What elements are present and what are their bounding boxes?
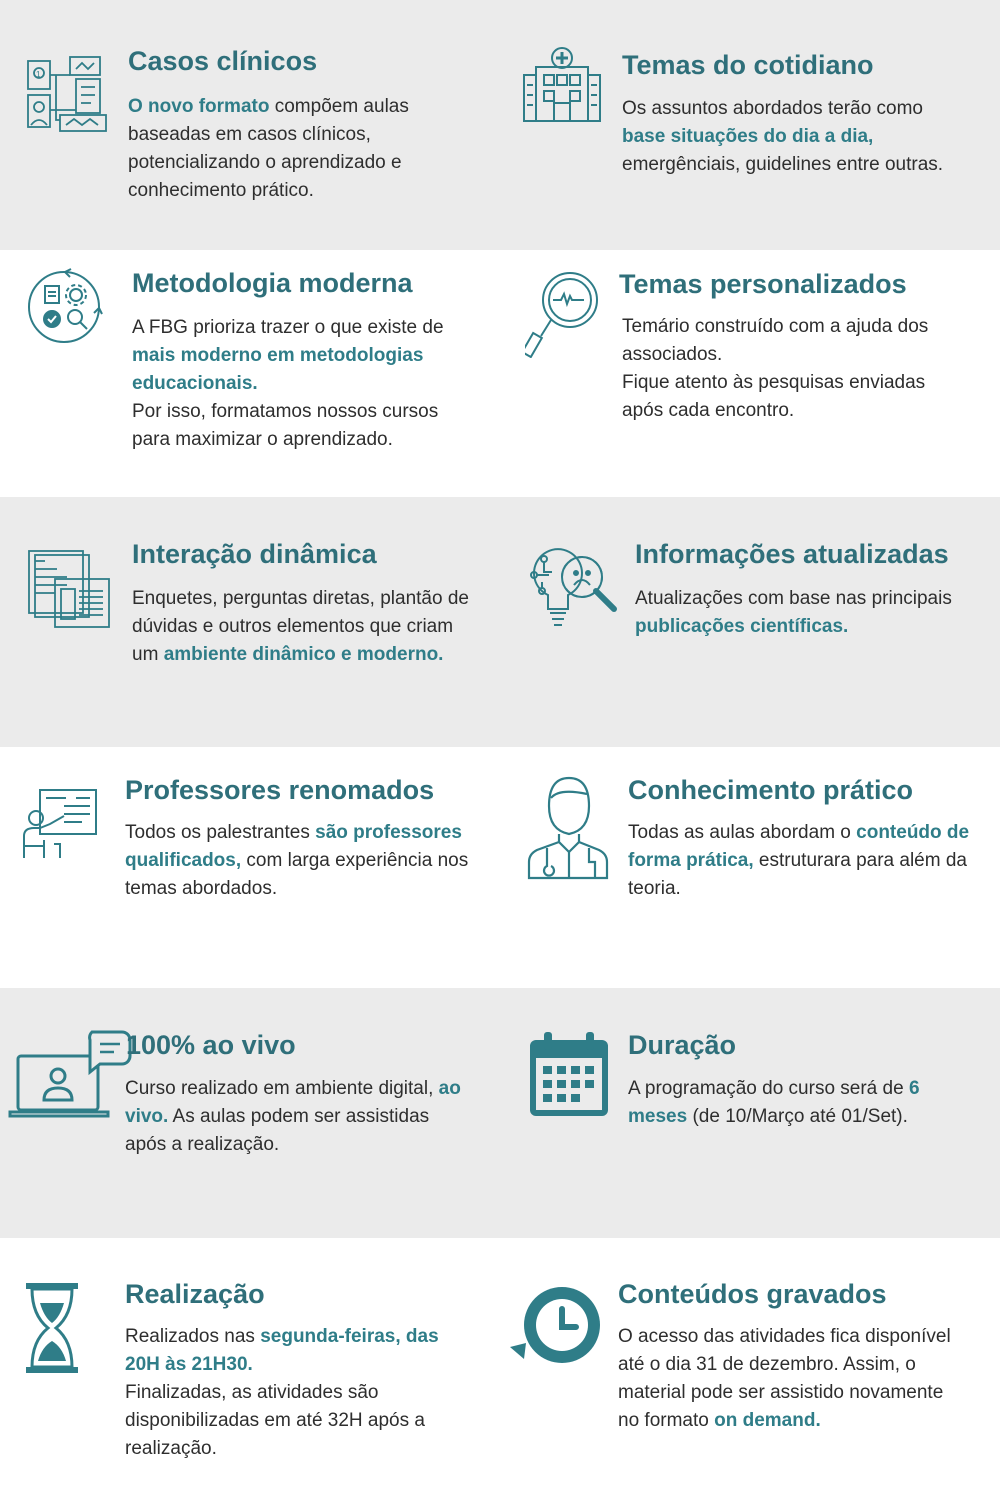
highlight-text: mais moderno em metodologias educacionais. xyxy=(132,345,424,394)
body-text: emergênciais, guidelines entre outras. xyxy=(622,154,944,175)
body-text: Os assuntos abordados terão como xyxy=(622,98,924,119)
clock-replay-icon xyxy=(508,1283,606,1369)
hospital-icon xyxy=(522,45,602,123)
highlight-text: base situações do dia a dia, xyxy=(622,126,874,147)
card-title: Realização xyxy=(125,1279,265,1309)
body-text: com larga experiência nos temas abordados. xyxy=(125,850,469,899)
card-title: Metodologia moderna xyxy=(132,268,413,298)
calendar-icon xyxy=(528,1030,610,1118)
clinical-cases-icon xyxy=(26,55,108,135)
body-text: Enquetes, perguntas diretas, plantão de dúvidas e outros elementos que criam um xyxy=(132,588,469,665)
card-body xyxy=(628,1075,973,1131)
card-title: Conteúdos gravados xyxy=(618,1279,887,1309)
highlight-text: O novo formato xyxy=(128,96,270,117)
hourglass-icon xyxy=(26,1283,78,1373)
card-title: Professores renomados xyxy=(125,775,435,805)
body-text: (de 10/Março até 01/Set). xyxy=(687,1106,908,1127)
card-body xyxy=(132,585,477,669)
body-text: estruturara para além da teoria. xyxy=(628,850,967,899)
highlight-text: 6 meses xyxy=(628,1078,920,1127)
card-title: Duração xyxy=(628,1030,737,1060)
body-text: Atualizações com base nas principais xyxy=(635,588,952,609)
highlight-text: ambiente dinâmico e moderno. xyxy=(163,644,444,665)
card-title: Temas personalizados xyxy=(619,269,907,299)
body-text: Fique atento às pesquisas enviadas após cada encontro. xyxy=(622,372,926,421)
documents-icon xyxy=(27,549,111,631)
card-body xyxy=(128,93,473,205)
magnifier-pulse-icon xyxy=(525,270,605,358)
body-text: As aulas podem ser assistidas após a realização. xyxy=(125,1106,430,1155)
body-text: Curso realizado em ambiente digital, xyxy=(125,1078,439,1099)
card-title: Informações atualizadas xyxy=(635,539,949,569)
card-body xyxy=(125,819,470,903)
body-text: Finalizadas, as atividades são disponibilizadas em até 32H após a realização. xyxy=(125,1382,425,1459)
research-bulb-icon xyxy=(524,545,624,635)
highlight-text: on demand. xyxy=(714,1410,821,1431)
methodology-cycle-icon xyxy=(25,268,103,346)
doctor-icon xyxy=(527,776,609,880)
body-text: compõem aulas baseadas em casos clínicos, potencializando o aprendizado e conhecimento prático. xyxy=(128,96,409,201)
card-body xyxy=(622,313,967,425)
highlight-text: publicações científicas. xyxy=(635,616,849,637)
body-text: A FBG prioriza trazer o que existe de xyxy=(132,317,444,338)
live-laptop-icon xyxy=(8,1030,134,1122)
body-text: Todas as aulas abordam o xyxy=(628,822,857,843)
card-title: Interação dinâmica xyxy=(132,539,377,569)
body-text: Realizados nas xyxy=(125,1326,261,1347)
body-text: O acesso das atividades fica disponível até o dia 31 de dezembro. Assim, o material pode ser assistido novamente no formato xyxy=(618,1326,951,1431)
card-body xyxy=(628,819,973,903)
card-title: Casos clínicos xyxy=(128,46,318,76)
highlight-text: ao vivo. xyxy=(125,1078,461,1127)
body-text: A programação do curso será de xyxy=(628,1078,909,1099)
body-text: Todos os palestrantes xyxy=(125,822,316,843)
svg-text:1: 1 xyxy=(36,70,41,79)
card-body xyxy=(125,1075,470,1159)
card-title: Temas do cotidiano xyxy=(622,50,874,80)
card-body xyxy=(618,1323,963,1435)
body-text: Temário construído com a ajuda dos associados. xyxy=(622,316,929,365)
card-title: Conhecimento prático xyxy=(628,775,914,805)
card-title: 100% ao vivo xyxy=(126,1030,296,1060)
highlight-text: conteúdo de forma prática, xyxy=(628,822,970,871)
teacher-board-icon xyxy=(20,788,100,860)
highlight-text: são professores qualificados, xyxy=(125,822,462,871)
card-body xyxy=(125,1323,470,1463)
highlight-text: segunda-feiras, das 20H às 21H30. xyxy=(125,1326,439,1375)
body-text: Por isso, formatamos nossos cursos para maximizar o aprendizado. xyxy=(132,401,439,450)
card-body xyxy=(622,95,967,179)
card-body xyxy=(635,585,980,641)
card-body xyxy=(132,314,477,454)
